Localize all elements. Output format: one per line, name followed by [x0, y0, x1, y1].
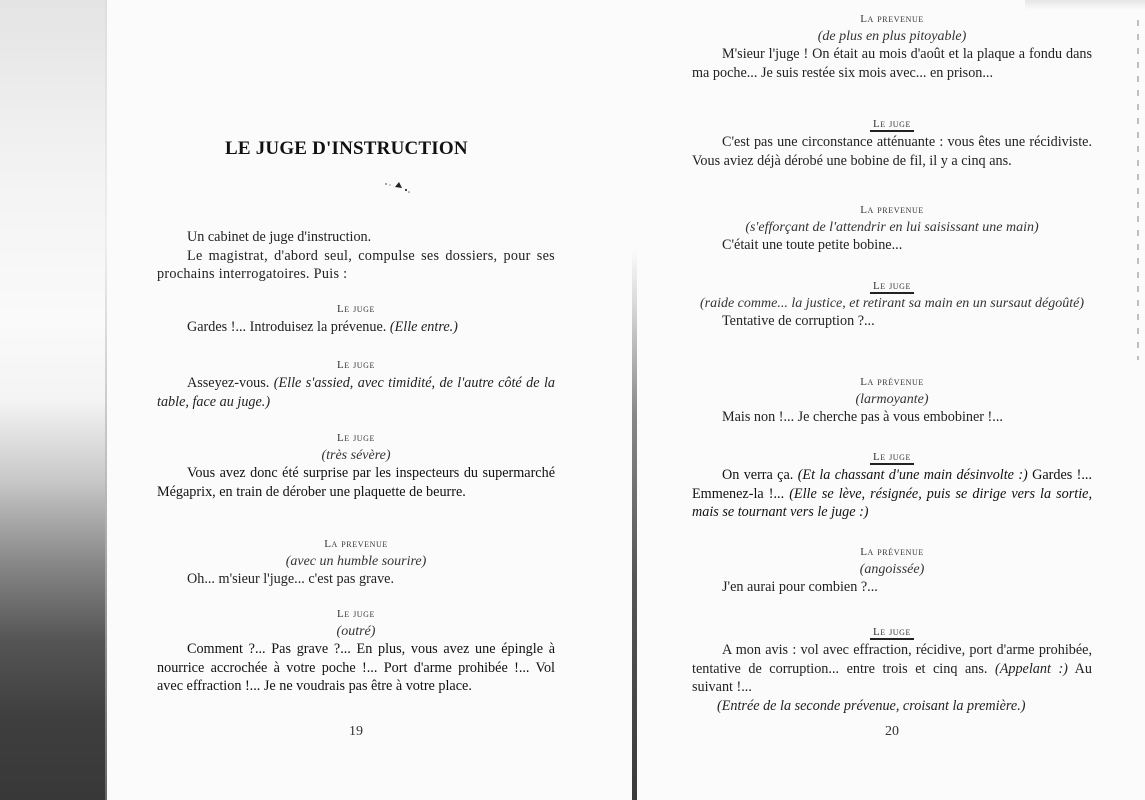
- exchange-3: [692, 202, 1092, 255]
- dialogue-text: Tentative de corruption ?...: [722, 313, 875, 329]
- page-right: [692, 0, 1092, 800]
- speaker-direction: (raide comme... la justice, et retirant sa main en un sursaut dégoûté): [699, 296, 1085, 311]
- dialogue-text: Au suivant !...: [692, 660, 1093, 695]
- speaker-label: La prévenue: [860, 546, 924, 558]
- ornament-icon: [383, 180, 413, 194]
- dialogue: [157, 374, 555, 411]
- speaker-label: Le juge: [336, 303, 376, 315]
- exchange-2: [692, 116, 1092, 170]
- speaker-label: Le juge: [336, 608, 376, 620]
- speaker-direction: (de plus en plus pitoyable): [817, 29, 967, 44]
- speaker-label: La prevenue: [860, 13, 924, 25]
- stage-direction: (Elle s'assied, avec timidité, de l'autre côté de la table, face au juge.): [157, 375, 555, 410]
- dialogue: [157, 318, 555, 337]
- speaker-label: Le juge: [870, 451, 914, 465]
- dialogue-text: A mon avis : vol avec effraction, récidive, port d'arme prohibée, tentative de corruption... entre trois et cinq ans.: [692, 642, 1092, 677]
- stage-direction: (Elle entre.): [389, 319, 458, 335]
- book-gutter-shadow: [632, 250, 637, 800]
- exchange-1: [157, 301, 555, 337]
- exchange-5: [157, 606, 555, 696]
- dialogue: [692, 641, 1092, 697]
- speaker-label: La prévenue: [860, 376, 924, 388]
- dialogue-text: Comment ?... Pas grave ?... En plus, vous avez une épingle à nourrice accrochée à votre poche !... Port d'arme prohibée !... Vol avec effraction !... Je ne voudrais pas être à votre place.: [157, 641, 555, 694]
- speaker-label: Le juge: [870, 280, 914, 294]
- speaker-label: Le juge: [870, 118, 914, 132]
- dialogue-text: C'est pas une circonstance atténuante : vous êtes une récidiviste. Vous aviez déjà dérobé une bobine de fil, il y a cinq ans.: [692, 134, 1092, 169]
- dialogue-text: Mais non !... Je cherche pas à vous embobiner !...: [722, 409, 1003, 425]
- scan-edge-right: [1137, 20, 1139, 360]
- intro-line-1: Un cabinet de juge d'instruction.: [187, 229, 372, 245]
- dialogue: [692, 466, 1092, 522]
- page-number: 19: [349, 724, 363, 739]
- exchange-8: [692, 624, 1092, 715]
- exchange-7: [692, 544, 1092, 597]
- stage-direction: (Appelant :): [994, 660, 1068, 677]
- exchange-2: [157, 357, 555, 411]
- dialogue-text: C'était une toute petite bobine...: [722, 237, 903, 253]
- dialogue-text: Vous avez donc été surprise par les inspecteurs du supermarché Mégaprix, en train de dérober une plaquette de beurre.: [157, 465, 555, 500]
- exchange-5: [692, 374, 1092, 427]
- stage-direction: (Entrée de la seconde prévenue, croisant la première.): [717, 697, 1026, 714]
- speaker-direction: (s'efforçant de l'attendrir en lui saisissant une main): [745, 220, 1039, 235]
- stage-direction: (Elle se lève, résignée, puis se dirige vers la sortie, mais se tournant vers le juge :): [692, 485, 1092, 520]
- dialogue-text: Gardes !... Introduisez la prévenue.: [187, 319, 387, 335]
- stage-direction: (Et la chassant d'une main désinvolte :): [797, 467, 1028, 483]
- scan-shadow-left: [0, 0, 107, 800]
- dialogue-text: M'sieur l'juge ! On était au mois d'août et la plaque a fondu dans ma poche... Je suis restée six mois avec... en prison...: [692, 46, 1092, 81]
- speaker-label: La prevenue: [860, 204, 924, 216]
- exchange-6: [692, 449, 1092, 522]
- exchange-4: [157, 536, 555, 589]
- speaker-direction: (larmoyante): [855, 392, 929, 407]
- speaker-direction: (angoissée): [859, 562, 925, 577]
- dialogue-text: Asseyez-vous.: [187, 375, 270, 391]
- speaker-label: La prevenue: [324, 538, 388, 550]
- dialogue-text: J'en aurai pour combien ?...: [722, 579, 878, 595]
- dialogue-text: On verra ça.: [722, 467, 794, 483]
- speaker-direction: (très sévère): [321, 448, 391, 463]
- exchange-4: [692, 278, 1092, 331]
- chapter-title: LE JUGE D'INSTRUCTION: [225, 138, 468, 159]
- page-left: [157, 0, 555, 800]
- dialogue-text: Gardes !... Emmenez-la !...: [692, 467, 1093, 502]
- speaker-label: Le juge: [336, 359, 376, 371]
- speaker-label: Le juge: [870, 626, 914, 640]
- intro: [157, 228, 555, 284]
- speaker-direction: (avec un humble sourire): [285, 554, 427, 569]
- speaker-direction: (outré): [336, 624, 376, 639]
- page-number: 20: [885, 724, 899, 739]
- intro-line-2: Le magistrat, d'abord seul, compulse ses dossiers, pour ses prochains interrogatoires. Puis :: [157, 247, 555, 282]
- exchange-1: [692, 11, 1092, 82]
- exchange-3: [157, 430, 555, 501]
- speaker-label: Le juge: [336, 432, 376, 444]
- dialogue-text: Oh... m'sieur l'juge... c'est pas grave.: [187, 571, 395, 587]
